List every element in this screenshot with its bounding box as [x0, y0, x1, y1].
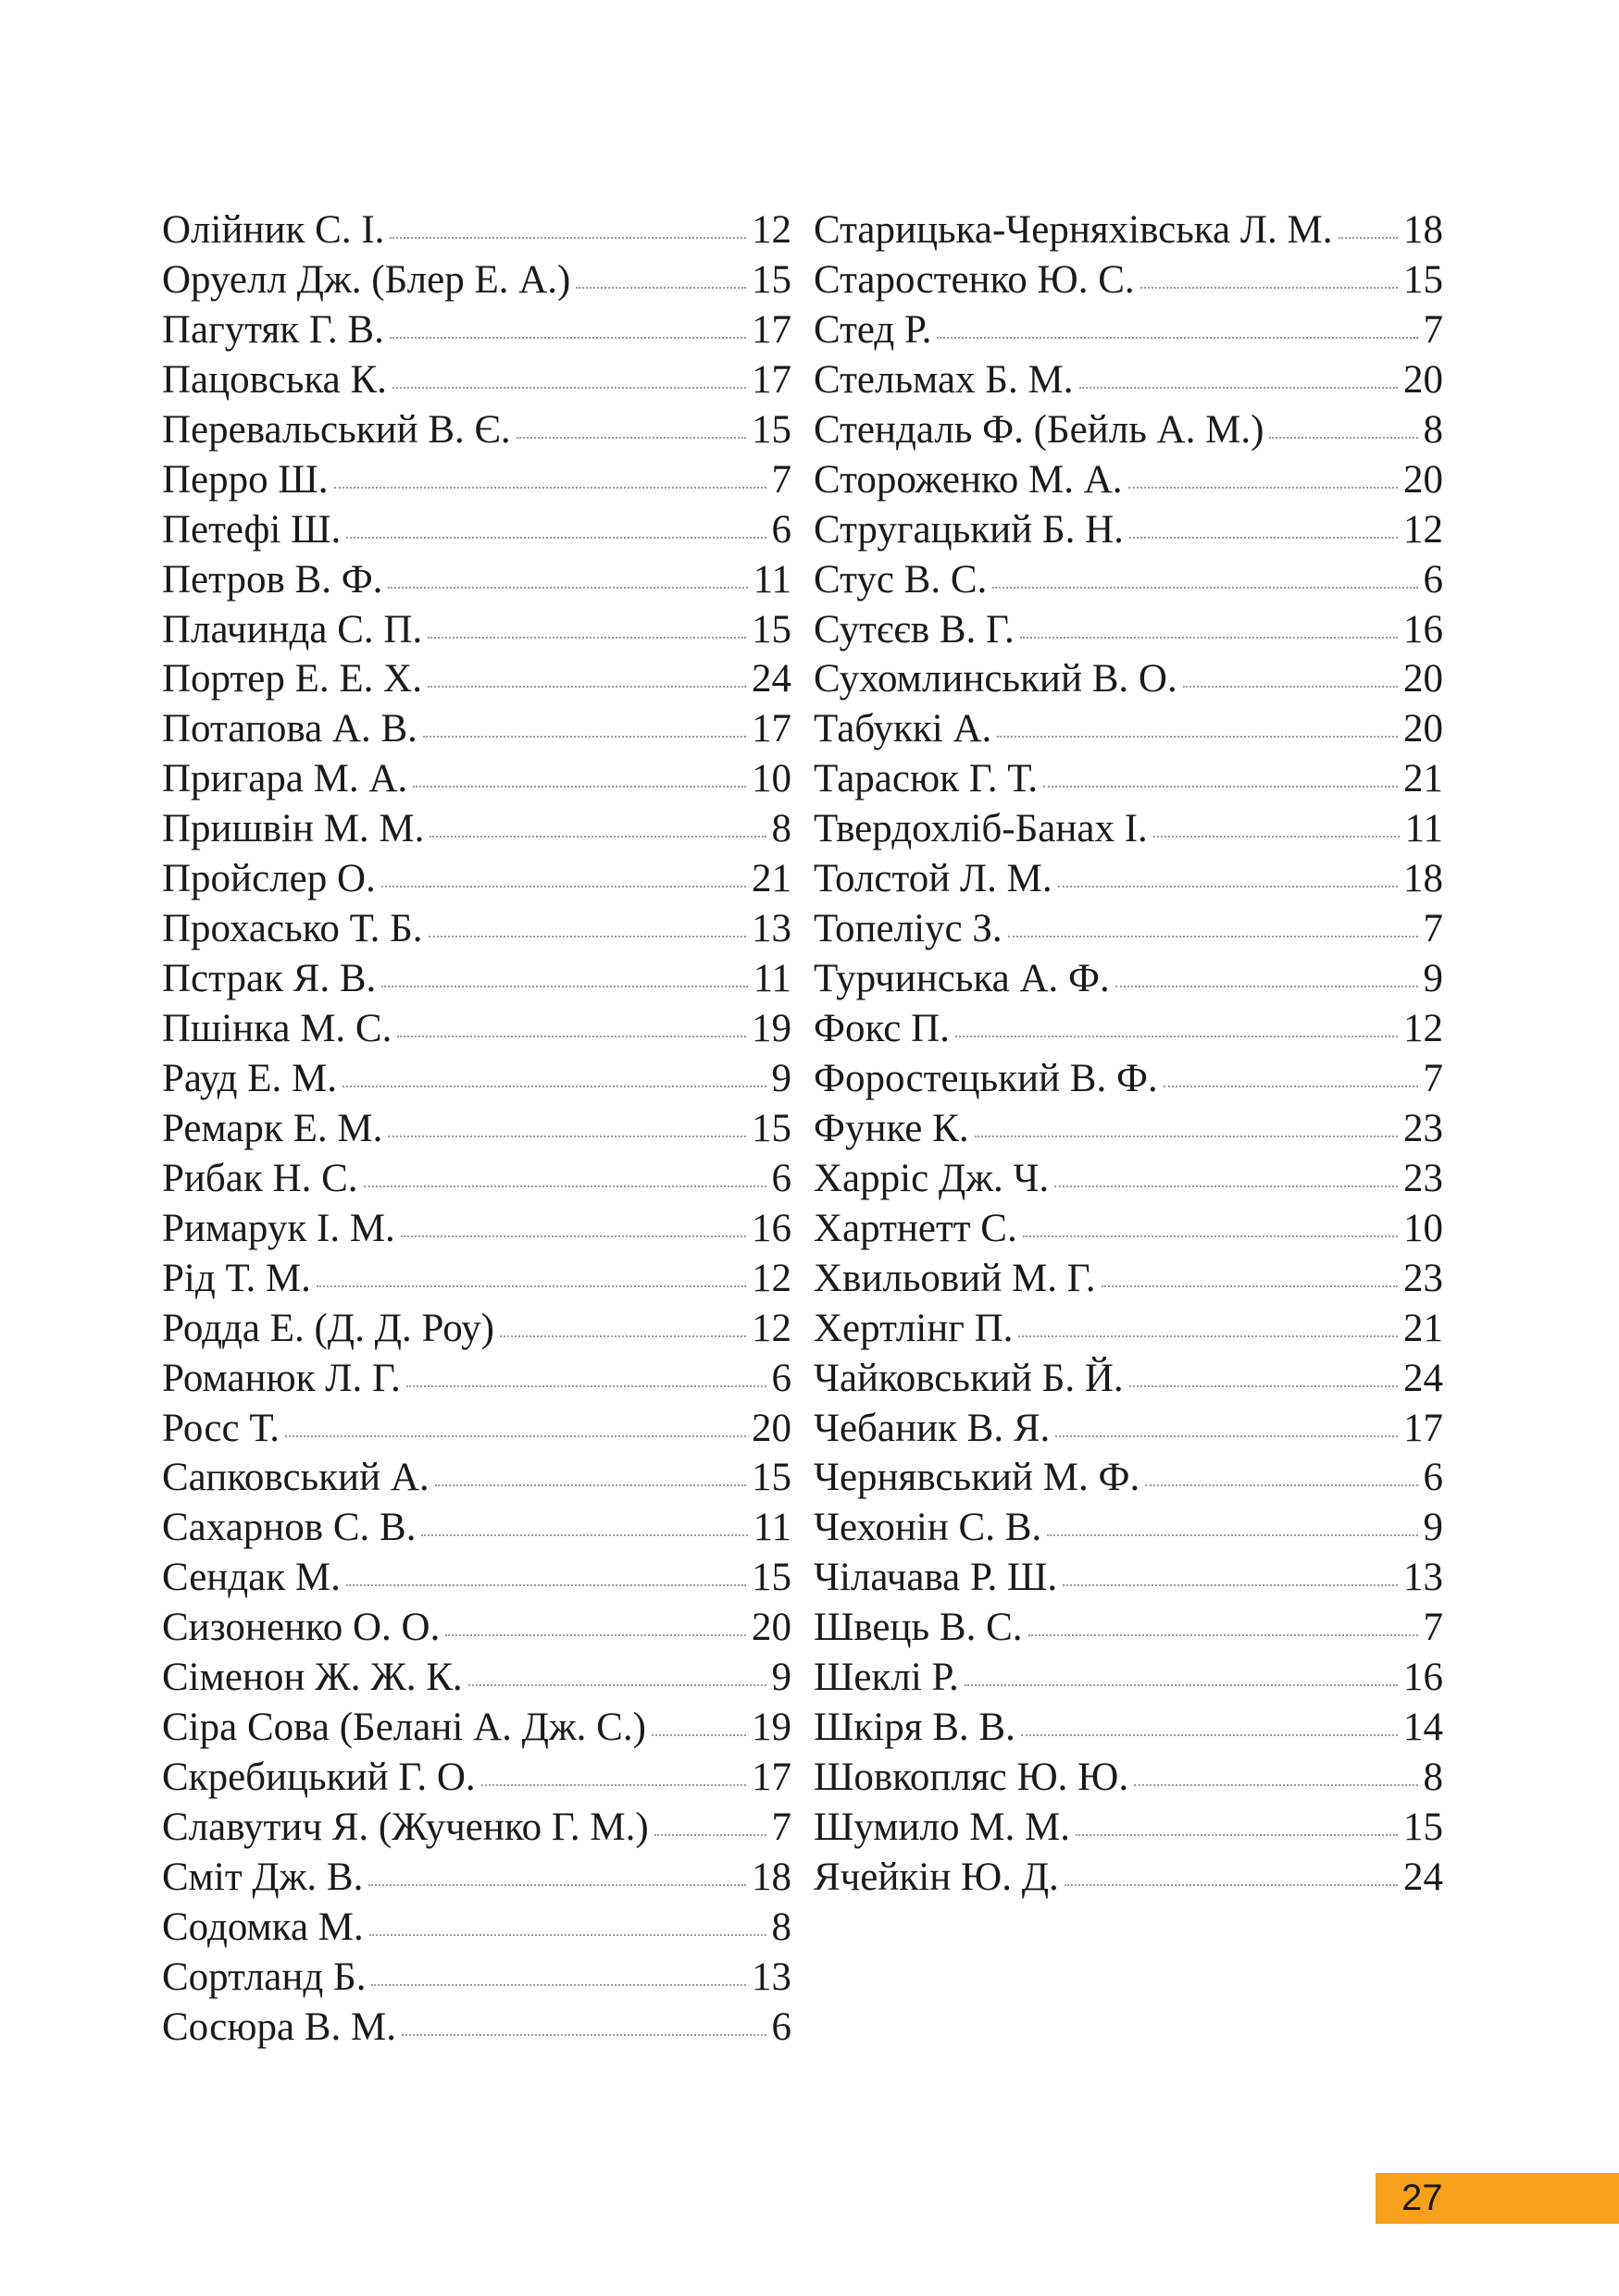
- author-name: Скребицький Г. О.: [162, 1756, 476, 1800]
- page-ref: 20: [1403, 707, 1443, 751]
- author-name: Сортланд Б.: [162, 1955, 367, 1999]
- index-entry: [814, 1404, 1443, 1454]
- index-entry: [162, 804, 791, 854]
- dot-leader: [1102, 1285, 1398, 1287]
- author-name: Сапковський А.: [162, 1456, 430, 1500]
- author-name: Рибак Н. С.: [162, 1156, 358, 1200]
- index-entry: [162, 1603, 791, 1653]
- dot-leader: [481, 1784, 746, 1786]
- dot-leader: [1129, 537, 1398, 539]
- index-entry: [814, 654, 1443, 704]
- index-entry: [162, 1553, 791, 1603]
- dot-leader: [1043, 786, 1398, 788]
- dot-leader: [1054, 1185, 1398, 1187]
- author-name: Пригара М. А.: [162, 757, 408, 801]
- dot-leader: [388, 587, 747, 589]
- page-ref: 6: [771, 2004, 791, 2049]
- author-name: Оруелл Дж. (Блер Е. А.): [162, 257, 571, 302]
- dot-leader: [346, 537, 766, 539]
- author-name: Петров В. Ф.: [162, 557, 383, 602]
- author-name: Топеліус З.: [814, 907, 1003, 951]
- dot-leader: [381, 886, 746, 887]
- page-ref: 19: [752, 1007, 791, 1050]
- page-ref: 20: [752, 1606, 791, 1650]
- dot-leader: [1128, 487, 1398, 489]
- index-entry: [814, 605, 1443, 655]
- author-name: Форостецький В. Ф.: [814, 1056, 1158, 1100]
- page-ref: 6: [1423, 1456, 1443, 1500]
- page-ref: 8: [771, 1905, 791, 1949]
- page-ref: 13: [752, 907, 791, 951]
- page-ref: 11: [753, 557, 791, 602]
- index-entry: [162, 1903, 791, 1953]
- dot-leader: [402, 2034, 766, 2036]
- dot-leader: [369, 1934, 766, 1936]
- author-name: Табуккі А.: [814, 707, 992, 751]
- page-ref: 12: [1403, 507, 1443, 552]
- index-entry: [814, 1453, 1443, 1503]
- dot-leader: [413, 786, 746, 788]
- page-ref: 9: [771, 1656, 791, 1700]
- dot-leader: [390, 337, 746, 339]
- author-name: Твердохліб-Банах І.: [814, 807, 1148, 851]
- dot-leader: [1164, 1086, 1418, 1087]
- author-name: Сіменон Ж. Ж. К.: [162, 1656, 463, 1700]
- page-ref: 16: [1403, 607, 1443, 652]
- dot-leader: [368, 1884, 746, 1886]
- dot-leader: [388, 1136, 746, 1137]
- page-ref: 21: [1403, 757, 1443, 801]
- page-ref: 21: [1403, 1306, 1443, 1350]
- index-entry: [814, 555, 1443, 605]
- dot-leader: [1183, 686, 1398, 688]
- index-entry: [814, 205, 1443, 255]
- author-name: Стед Р.: [814, 307, 932, 352]
- dot-leader: [1021, 1734, 1398, 1736]
- page-ref: 24: [1403, 1855, 1443, 1899]
- dot-leader: [381, 986, 747, 987]
- dot-leader: [429, 936, 746, 937]
- index-entry: [814, 904, 1443, 954]
- page-ref: 23: [1403, 1256, 1443, 1300]
- page-ref: 6: [771, 1356, 791, 1400]
- index-entry: [814, 505, 1443, 555]
- dot-leader: [392, 387, 746, 389]
- page-ref: 12: [752, 1306, 791, 1350]
- author-name: Чернявський М. Ф.: [814, 1456, 1140, 1500]
- index-entry: [814, 1503, 1443, 1553]
- index-entry: [814, 704, 1443, 754]
- dot-leader: [428, 686, 746, 688]
- page-ref: 8: [771, 807, 791, 851]
- dot-leader: [317, 1285, 746, 1287]
- index-entry: [814, 1553, 1443, 1603]
- dot-leader: [576, 287, 746, 289]
- dot-leader: [445, 1634, 746, 1636]
- dot-leader: [652, 1734, 746, 1736]
- page-ref: 17: [752, 307, 791, 352]
- page-ref: 8: [1423, 1756, 1443, 1800]
- author-name: Сендак М.: [162, 1556, 341, 1600]
- page-ref: 7: [771, 457, 791, 502]
- index-entry: [814, 1204, 1443, 1254]
- page-ref: 15: [752, 257, 791, 302]
- index-entry: [814, 1154, 1443, 1204]
- page-ref: 6: [1423, 557, 1443, 602]
- dot-leader: [1008, 936, 1418, 937]
- index-entry: [162, 505, 791, 555]
- index-entry: [162, 2003, 791, 2053]
- page-ref: 9: [1423, 957, 1443, 1001]
- author-name: Стендаль Ф. (Бейль А. М.): [814, 407, 1264, 452]
- page-ref: 24: [752, 657, 791, 701]
- page-ref: 15: [752, 607, 791, 652]
- index-entry: [162, 1054, 791, 1104]
- index-entry: [162, 1853, 791, 1903]
- dot-leader: [1055, 1435, 1398, 1437]
- author-name: Стельмах Б. М.: [814, 357, 1074, 402]
- page-ref: 7: [1423, 907, 1443, 951]
- dot-leader: [342, 1086, 766, 1087]
- dot-leader: [975, 1136, 1398, 1137]
- dot-leader: [423, 736, 746, 738]
- index-entry: [814, 1354, 1443, 1404]
- dot-leader: [435, 1484, 746, 1486]
- dot-leader: [406, 1385, 766, 1387]
- index-entry: [814, 804, 1443, 854]
- author-name: Шеклі Р.: [814, 1656, 959, 1700]
- index-entry: [814, 305, 1443, 355]
- page-ref: 16: [1403, 1656, 1443, 1700]
- index-entry: [162, 1453, 791, 1503]
- index-entry: [814, 1703, 1443, 1753]
- author-name: Чебаник В. Я.: [814, 1406, 1051, 1450]
- index-entry: [162, 1753, 791, 1803]
- page-ref: 15: [1403, 257, 1443, 302]
- author-name: Хвильовий М. Г.: [814, 1256, 1096, 1300]
- index-entry: [162, 1703, 791, 1753]
- author-name: Славутич Я. (Жученко Г. М.): [162, 1806, 649, 1849]
- author-name: Старицька-Черняхівська Л. М.: [814, 208, 1333, 252]
- page-ref: 6: [771, 507, 791, 552]
- page-ref: 7: [1423, 307, 1443, 352]
- index-entry: [162, 1004, 791, 1054]
- author-name: Чілачава Р. Ш.: [814, 1556, 1058, 1600]
- author-name: Пагутяк Г. В.: [162, 307, 384, 352]
- index-entry: [814, 1853, 1443, 1903]
- page-ref: 9: [1423, 1506, 1443, 1550]
- author-name: Романюк Л. Г.: [162, 1356, 401, 1400]
- author-name: Стругацький Б. Н.: [814, 507, 1124, 552]
- author-name: Портер Е. Е. Х.: [162, 657, 422, 701]
- author-name: Петефі Ш.: [162, 507, 342, 552]
- author-name: Швець В. С.: [814, 1606, 1023, 1650]
- page-ref: 11: [753, 1506, 791, 1550]
- index-entry: [162, 355, 791, 405]
- page-ref: 13: [752, 1955, 791, 1999]
- page-ref: 20: [1403, 657, 1443, 701]
- index-entry: [162, 654, 791, 704]
- author-name: Хартнетт С.: [814, 1206, 1017, 1250]
- dot-leader: [401, 1235, 746, 1237]
- dot-leader: [1153, 836, 1400, 838]
- page-ref: 15: [752, 1556, 791, 1600]
- author-name: Плачинда С. П.: [162, 607, 423, 652]
- author-name: Сіра Сова (Белані А. Дж. С.): [162, 1706, 646, 1750]
- author-name: Ремарк Е. М.: [162, 1106, 383, 1150]
- author-name: Перро Ш.: [162, 457, 329, 502]
- index-entry: [162, 555, 791, 605]
- index-entry: [162, 754, 791, 804]
- index-column-right: [814, 205, 1443, 1903]
- dot-leader: [468, 1684, 766, 1686]
- author-name: Харріс Дж. Ч.: [814, 1156, 1050, 1200]
- page-ref: 20: [1403, 457, 1443, 502]
- dot-leader: [371, 1984, 746, 1986]
- dot-leader: [334, 487, 766, 489]
- page-ref: 12: [752, 208, 791, 252]
- index-entry: [162, 1354, 791, 1404]
- page-ref: 23: [1403, 1106, 1443, 1150]
- index-entry: [814, 1653, 1443, 1703]
- page-ref: 15: [752, 1106, 791, 1150]
- dot-leader: [1134, 1784, 1417, 1786]
- index-entry: [814, 455, 1443, 505]
- page-ref: 14: [1403, 1706, 1443, 1750]
- index-entry: [814, 405, 1443, 455]
- page-ref: 18: [1403, 208, 1443, 252]
- index-entry: [162, 1653, 791, 1703]
- author-name: Содомка М.: [162, 1905, 364, 1949]
- dot-leader: [1047, 1534, 1417, 1536]
- author-name: Олійник С. І.: [162, 208, 385, 252]
- index-entry: [162, 1803, 791, 1853]
- page-ref: 13: [1403, 1556, 1443, 1600]
- index-entry: [162, 1254, 791, 1304]
- index-entry: [814, 1104, 1443, 1154]
- author-name: Римарук І. М.: [162, 1206, 395, 1250]
- page-ref: 7: [771, 1806, 791, 1849]
- page-number: 27: [1401, 2178, 1443, 2218]
- page-ref: 17: [1403, 1406, 1443, 1450]
- author-name: Перевальський В. Є.: [162, 407, 511, 452]
- index-entry: [162, 605, 791, 655]
- author-name: Пришвін М. М.: [162, 807, 425, 851]
- page-ref: 18: [752, 1855, 791, 1899]
- page-ref: 10: [1403, 1206, 1443, 1250]
- dot-leader: [997, 736, 1398, 738]
- dot-leader: [1028, 1634, 1418, 1636]
- page-ref: 7: [1423, 1606, 1443, 1650]
- page-ref: 12: [1403, 1007, 1443, 1050]
- page-ref: 10: [752, 757, 791, 801]
- author-name: Турчинська А. Ф.: [814, 957, 1110, 1001]
- page-ref: 24: [1403, 1356, 1443, 1400]
- author-name: Чайковський Б. Й.: [814, 1356, 1124, 1400]
- dot-leader: [1063, 1584, 1398, 1586]
- dot-leader: [1065, 1884, 1398, 1886]
- page-ref: 15: [1403, 1806, 1443, 1849]
- index-entry: [162, 1204, 791, 1254]
- page-ref: 11: [1404, 807, 1443, 851]
- dot-leader: [992, 587, 1417, 589]
- author-name: Толстой Л. М.: [814, 857, 1052, 901]
- index-entry: [162, 455, 791, 505]
- index-entry: [814, 1753, 1443, 1803]
- dot-leader: [364, 1185, 766, 1187]
- author-name: Шкіря В. В.: [814, 1706, 1015, 1750]
- author-name: Фокс П.: [814, 1007, 950, 1050]
- page-ref: 7: [1423, 1056, 1443, 1100]
- dot-leader: [1140, 287, 1398, 289]
- index-entry: [814, 754, 1443, 804]
- index-entry: [814, 954, 1443, 1004]
- author-name: Рід Т. М.: [162, 1256, 311, 1300]
- index-entry: [814, 854, 1443, 904]
- index-column-left: [162, 205, 791, 2053]
- author-name: Стороженко М. А.: [814, 457, 1123, 502]
- page-ref: 9: [771, 1056, 791, 1100]
- page-ref: 23: [1403, 1156, 1443, 1200]
- dot-leader: [1269, 437, 1417, 439]
- author-name: Сутєєв В. Г.: [814, 607, 1015, 652]
- dot-leader: [430, 836, 766, 838]
- dot-leader: [428, 637, 746, 639]
- dot-leader: [500, 1335, 746, 1337]
- dot-leader: [517, 437, 746, 439]
- dot-leader: [421, 1534, 747, 1536]
- author-name: Пстрак Я. В.: [162, 957, 377, 1001]
- author-name: Старостенко Ю. С.: [814, 257, 1135, 302]
- author-name: Прохасько Т. Б.: [162, 907, 423, 951]
- author-name: Родда Е. (Д. Д. Роу): [162, 1306, 494, 1350]
- index-entry: [162, 405, 791, 455]
- author-name: Хертлінг П.: [814, 1306, 1014, 1350]
- page-ref: 20: [1403, 357, 1443, 402]
- author-name: Пацовська К.: [162, 357, 387, 402]
- index-entry: [814, 1054, 1443, 1104]
- dot-leader: [346, 1584, 746, 1586]
- page-ref: 21: [752, 857, 791, 901]
- index-entry: [814, 1254, 1443, 1304]
- dot-leader: [965, 1684, 1398, 1686]
- index-entry: [162, 1503, 791, 1553]
- author-name: Стус В. С.: [814, 557, 988, 602]
- author-name: Шовкопляс Ю. Ю.: [814, 1756, 1129, 1800]
- index-entry: [814, 1803, 1443, 1853]
- page-ref: 8: [1423, 407, 1443, 452]
- index-entry: [814, 1004, 1443, 1054]
- dot-leader: [654, 1834, 766, 1836]
- dot-leader: [1076, 1834, 1398, 1836]
- author-name: Рауд Е. М.: [162, 1056, 337, 1100]
- index-entry: [162, 305, 791, 355]
- page-ref: 15: [752, 1456, 791, 1500]
- page-ref: 6: [771, 1156, 791, 1200]
- index-entry: [162, 1404, 791, 1454]
- page-ref: 19: [752, 1706, 791, 1750]
- index-entry: [162, 205, 791, 255]
- page-ref: 17: [752, 357, 791, 402]
- page-ref: 11: [753, 957, 791, 1001]
- index-entry: [162, 954, 791, 1004]
- page-ref: 16: [752, 1206, 791, 1250]
- dot-leader: [1339, 237, 1398, 239]
- dot-leader: [1145, 1484, 1417, 1486]
- dot-leader: [1018, 1335, 1398, 1337]
- dot-leader: [285, 1435, 746, 1437]
- index-entry: [162, 704, 791, 754]
- dot-leader: [1020, 637, 1398, 639]
- author-name: Сахарнов С. В.: [162, 1506, 417, 1550]
- author-name: Пшінка М. С.: [162, 1007, 392, 1050]
- page-ref: 18: [1403, 857, 1443, 901]
- page-ref: 20: [752, 1406, 791, 1450]
- dot-leader: [955, 1036, 1398, 1037]
- author-name: Сизоненко О. О.: [162, 1606, 441, 1650]
- author-name: Потапова А. В.: [162, 707, 417, 751]
- dot-leader: [1129, 1385, 1398, 1387]
- page-ref: 15: [752, 407, 791, 452]
- author-name: Сухомлинський В. О.: [814, 657, 1177, 701]
- dot-leader: [1079, 387, 1399, 389]
- dot-leader: [390, 237, 746, 239]
- index-entry: [814, 1304, 1443, 1354]
- author-name: Чехонін С. В.: [814, 1506, 1042, 1550]
- author-name: Сміт Дж. В.: [162, 1855, 364, 1899]
- author-name: Тарасюк Г. Т.: [814, 757, 1038, 801]
- author-name: Росс Т.: [162, 1406, 280, 1450]
- index-entry: [162, 904, 791, 954]
- author-name: Сосюра В. М.: [162, 2004, 396, 2049]
- dot-leader: [1058, 886, 1398, 887]
- index-entry: [162, 1953, 791, 2003]
- page-number-badge: [1376, 2173, 1619, 2224]
- author-name: Ячейкін Ю. Д.: [814, 1855, 1059, 1899]
- dot-leader: [1023, 1235, 1398, 1237]
- page-ref: 17: [752, 1756, 791, 1800]
- index-entry: [162, 1104, 791, 1154]
- index-entry: [162, 255, 791, 305]
- page-ref: 17: [752, 707, 791, 751]
- index-entry: [162, 1304, 791, 1354]
- dot-leader: [1115, 986, 1418, 987]
- author-name: Шумило М. М.: [814, 1806, 1070, 1849]
- index-entry: [814, 355, 1443, 405]
- index-entry: [814, 255, 1443, 305]
- dot-leader: [937, 337, 1417, 339]
- page-ref: 12: [752, 1256, 791, 1300]
- index-entry: [814, 1603, 1443, 1653]
- index-entry: [162, 854, 791, 904]
- dot-leader: [397, 1036, 746, 1037]
- index-entry: [162, 1154, 791, 1204]
- author-name: Пройслер О.: [162, 857, 376, 901]
- author-name: Функе К.: [814, 1106, 969, 1150]
